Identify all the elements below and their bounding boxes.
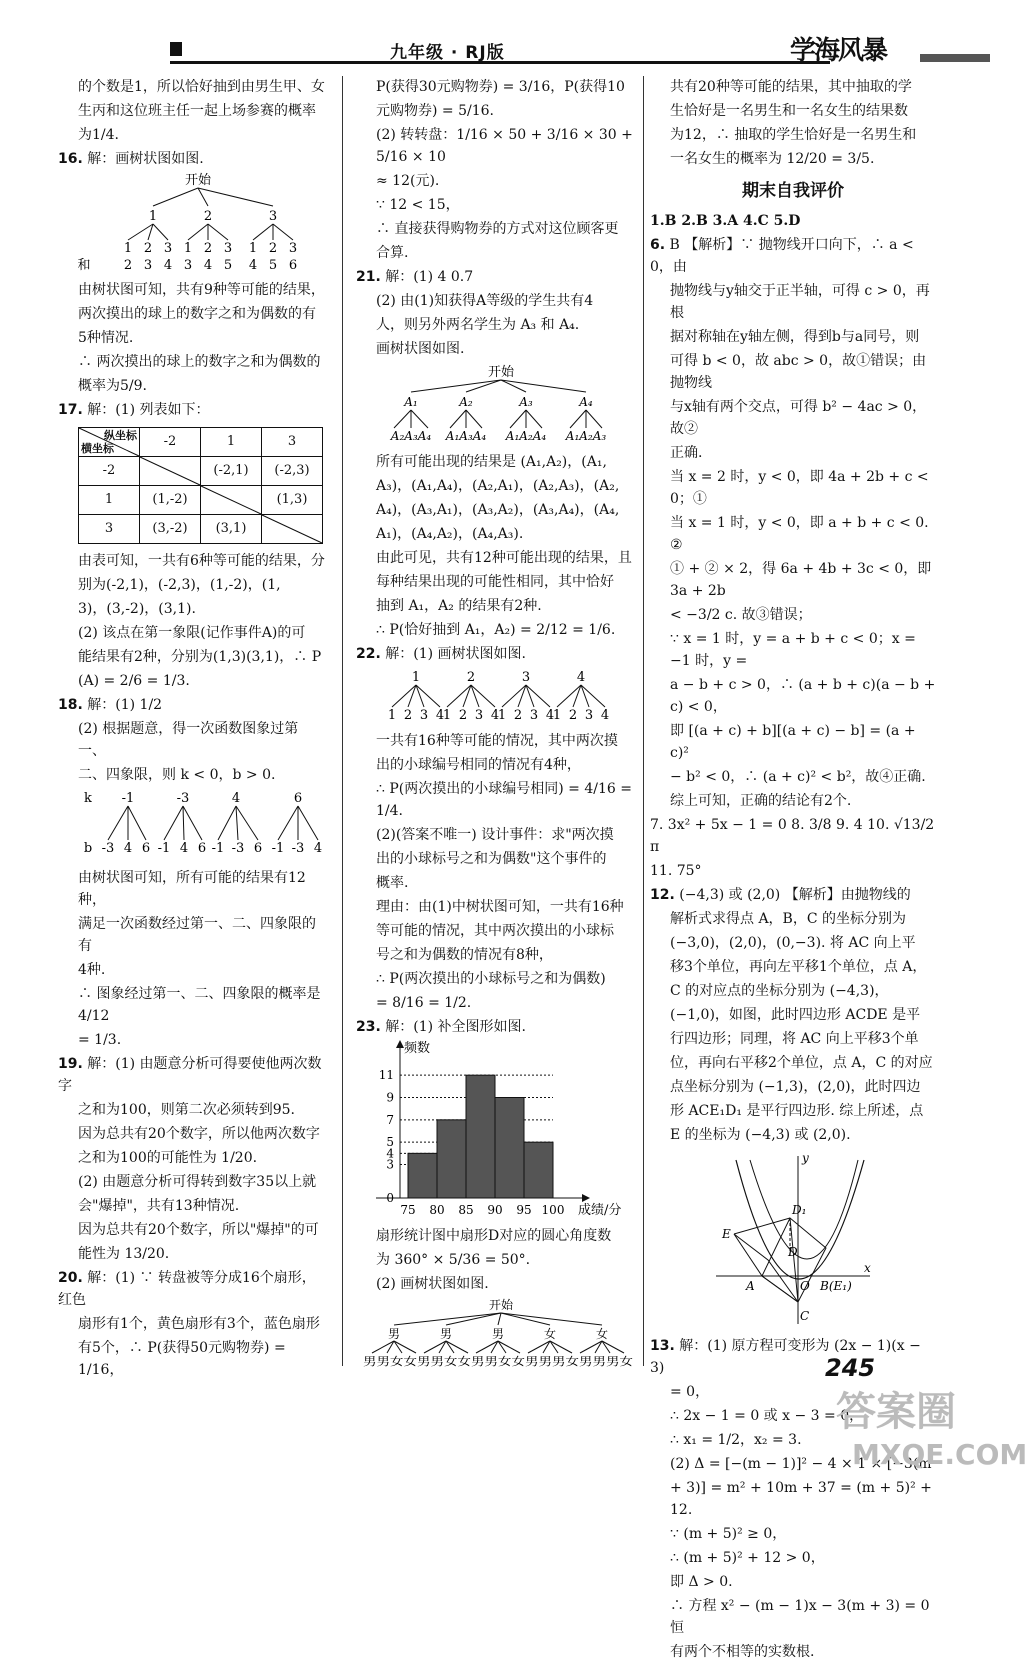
text-line: 满足一次函数经过第一、二、四象限的有 bbox=[78, 916, 316, 954]
tree-leaves: A₁A₃A₄ bbox=[445, 429, 487, 443]
tree-node: 6 bbox=[197, 841, 207, 856]
tree-node: -1 bbox=[157, 841, 171, 856]
text-line: = 1/3. bbox=[78, 1032, 122, 1048]
page-number: 245 bbox=[825, 1354, 876, 1382]
question-13 bbox=[650, 1335, 936, 1379]
tree-node: 3 bbox=[288, 241, 298, 256]
question-number: 19. bbox=[58, 1056, 83, 1072]
text-line: 综上可知，正确的结论有2个. bbox=[670, 793, 852, 809]
page-header bbox=[170, 40, 830, 64]
text-line: 为 360° × 5/36 = 50°. bbox=[376, 1252, 531, 1268]
tree-diagram-23 bbox=[356, 1297, 634, 1367]
text-line: 号之和为偶数的情况有8种， bbox=[376, 947, 553, 963]
point-label: D₁ bbox=[792, 1203, 807, 1217]
text-line: 出的小球编号相同的情况有4种， bbox=[376, 757, 581, 773]
tree-sum: 4 bbox=[163, 258, 173, 273]
tree-node: 2 bbox=[458, 708, 468, 723]
text-line: 因为总共有20个数字，所以他两次数字 bbox=[78, 1126, 320, 1142]
tree-sum: 5 bbox=[268, 258, 278, 273]
x-tick-label: 85 bbox=[458, 1203, 474, 1217]
text-line: 理由：由(1)中树状图可知，一共有16种 bbox=[376, 899, 624, 915]
histogram-bar bbox=[466, 1075, 495, 1198]
text-line: 当 x = 1 时，y < 0，即 a + b + c < 0. ② bbox=[670, 515, 929, 553]
tree-node: 男 bbox=[491, 1327, 505, 1341]
text-line: ∴ x₁ = 1/2，x₂ = 3. bbox=[670, 1432, 802, 1448]
text-line: 由树状图可知，所有可能的结果有12种， bbox=[78, 870, 306, 908]
parabola-graph bbox=[650, 1148, 936, 1328]
tree-node: -3 bbox=[176, 791, 190, 806]
text-line: (2) 根据题意，得一次函数图象过第一、 bbox=[78, 721, 299, 759]
column-2 bbox=[356, 76, 634, 1374]
x-tick-label: 80 bbox=[429, 1203, 445, 1217]
point-label: A bbox=[746, 1279, 755, 1293]
text-line: 概率为5/9. bbox=[78, 378, 147, 394]
tree-node: -3 bbox=[291, 841, 305, 856]
table-col-header: 1 bbox=[201, 428, 262, 457]
tree-node: 3 bbox=[529, 708, 539, 723]
text-line: 由此可见，共有12种可能出现的结果，且 bbox=[376, 550, 632, 566]
text-line: 元购物券) = 5/16. bbox=[376, 103, 494, 119]
x-tick-label: 75 bbox=[400, 1203, 416, 1217]
y-tick-label: 7 bbox=[386, 1112, 394, 1127]
column-1 bbox=[58, 76, 326, 1383]
text-line: 一名女生的概率为 12/20 = 3/5. bbox=[670, 151, 875, 167]
text-line: 可得 b < 0，故 abc > 0，故①错误；由抛物线 bbox=[670, 353, 927, 391]
text-line: B 【解析】∵ 抛物线开口向下，∴ a < 0，由 bbox=[650, 237, 914, 275]
text-line: (−3,0)，(2,0)，(0,−3). 将 AC 向上平 bbox=[670, 935, 916, 951]
text-line: 由表可知，一共有6种等可能的结果，分 bbox=[78, 553, 325, 569]
text-line: 出的小球标号之和为偶数"这个事件的 bbox=[376, 851, 607, 867]
text-line: 解：(1) 补全图形如图. bbox=[385, 1019, 526, 1035]
question-number: 23. bbox=[356, 1019, 381, 1035]
tree-node: 2 bbox=[143, 241, 153, 256]
question-21 bbox=[356, 266, 634, 288]
tree-node: 1 bbox=[123, 241, 133, 256]
histogram-bar bbox=[408, 1153, 437, 1198]
text-line: 为1/4. bbox=[78, 127, 119, 143]
text-line: ∴ 方程 x² − (m − 1)x − 3(m + 3) = 0 恒 bbox=[670, 1598, 930, 1636]
text-line: ∴ (m + 5)² + 12 > 0， bbox=[670, 1550, 825, 1566]
tree-sum: 4 bbox=[248, 258, 258, 273]
question-6 bbox=[650, 234, 936, 278]
text-line: 即 Δ > 0. bbox=[670, 1574, 733, 1590]
text-line: 解：画树状图如图. bbox=[87, 151, 204, 167]
text-line: (−4,3) 或 (2,0) 【解析】由抛物线的 bbox=[679, 887, 911, 903]
y-axis-label: 频数 bbox=[404, 1041, 431, 1056]
text-line: 等可能的情况，其中两次摸出的小球标 bbox=[376, 923, 614, 939]
text-line: 抽到 A₁，A₂ 的结果有2种. bbox=[376, 598, 542, 614]
tree-node: 女 bbox=[543, 1327, 557, 1341]
text-line: 合算. bbox=[376, 245, 409, 261]
tree-sum: 6 bbox=[288, 258, 298, 273]
text-line: 扇形统计图中扇形D对应的圆心角度数 bbox=[376, 1228, 612, 1244]
histogram-bar bbox=[437, 1120, 466, 1198]
x-tick-label: 90 bbox=[487, 1203, 503, 1217]
diagonal-line bbox=[140, 457, 200, 485]
text-line: (−1,0)，如图，此时四边形 ACDE 是平 bbox=[670, 1007, 921, 1023]
table-header-diagonal bbox=[79, 428, 140, 457]
text-line: 移3个单位，再向左平移1个单位，点 A， bbox=[670, 959, 927, 975]
column-divider-1 bbox=[342, 76, 343, 1366]
text-line: (2) 由题意分析可得转到数字35以上就 bbox=[78, 1174, 317, 1190]
text-line: 一共有16种等可能的情况，其中两次摸 bbox=[376, 733, 618, 749]
point-label: E bbox=[722, 1227, 731, 1241]
question-number: 6. bbox=[650, 237, 666, 253]
text-line: 即 [(a + c) + b][(a + c) − b] = (a + c)² bbox=[670, 723, 916, 761]
tree-node: 2 bbox=[203, 241, 213, 256]
question-number: 13. bbox=[650, 1338, 675, 1354]
text-line: ∴ P(两次摸出的小球编号相同) = 4/16 = 1/4. bbox=[376, 781, 632, 819]
tree-node: 4 bbox=[545, 708, 555, 723]
tree-sum: 5 bbox=[223, 258, 233, 273]
table-col-header: -2 bbox=[140, 428, 201, 457]
tree-diagram-21 bbox=[356, 362, 634, 444]
tree-leaves: A₂A₃A₄ bbox=[390, 429, 432, 443]
text-line: 据对称轴在y轴左侧，得到b与a同号，则 bbox=[670, 329, 920, 345]
text-line: = 8/16 = 1/2. bbox=[376, 995, 472, 1011]
text-line: < −3/2 c. 故③错误； bbox=[670, 607, 812, 623]
table-cell: 3 bbox=[79, 515, 140, 544]
point-label: B(E₁) bbox=[820, 1279, 852, 1293]
tree-sum: 3 bbox=[143, 258, 153, 273]
y-tick-label: 11 bbox=[378, 1068, 394, 1083]
text-line: E 的坐标为 (−4,3) 或 (2,0). bbox=[670, 1127, 851, 1143]
section-title: 期末自我评价 bbox=[742, 181, 844, 201]
text-line: ∵ (m + 5)² ≥ 0， bbox=[670, 1526, 787, 1542]
text-line: (2) 转转盘：1/16 × 50 + 3/16 × 30 + 5/16 × 10 bbox=[376, 127, 633, 165]
tree-root: 开始 bbox=[487, 365, 515, 380]
brand-text: 学海风暴 bbox=[790, 36, 887, 66]
question-16 bbox=[58, 148, 326, 170]
tree-node: 4 bbox=[490, 708, 500, 723]
text-line: 行四边形；同理，将 AC 向上平移3个单 bbox=[670, 1031, 919, 1047]
tree-node: 1 bbox=[411, 670, 421, 685]
text-line: 解：(1) 列表如下： bbox=[87, 402, 210, 418]
table-cell-diagonal bbox=[201, 486, 262, 515]
answer-11: 11. 75° bbox=[650, 863, 702, 879]
segment bbox=[790, 1218, 798, 1302]
tree-node: 3 bbox=[521, 670, 531, 685]
tree-node: 4 bbox=[576, 670, 586, 685]
x-label: x bbox=[864, 1261, 871, 1275]
text-line: 之和为100的可能性为 1/20. bbox=[78, 1150, 258, 1166]
tree-node: 6 bbox=[253, 841, 263, 856]
question-18 bbox=[58, 694, 326, 716]
text-line: (2)(答案不唯一) 设计事件：求"两次摸 bbox=[376, 827, 614, 843]
tree-node: 3 bbox=[419, 708, 429, 723]
y-tick-label: 0 bbox=[386, 1191, 394, 1205]
histogram-bar bbox=[495, 1098, 524, 1199]
table-cell: (-2,1) bbox=[201, 457, 262, 486]
text-line: 别为(-2,1)，(-2,3)，(1,-2)，(1, bbox=[78, 577, 281, 593]
text-line: 解：(1) 原方程可变形为 (2x − 1)(x − 3) bbox=[650, 1338, 921, 1376]
tree-node: 1 bbox=[442, 708, 452, 723]
text-line: ∵ 12 < 15， bbox=[376, 197, 460, 213]
tree-node: 女 bbox=[595, 1327, 609, 1341]
table-cell: (1,3) bbox=[262, 486, 323, 515]
diagonal-line bbox=[201, 486, 261, 514]
y-label: y bbox=[802, 1151, 809, 1165]
text-line: A₄)，(A₃,A₁)，(A₃,A₂)，(A₃,A₄)，(A₄, bbox=[376, 502, 620, 518]
text-line: 当 x = 2 时，y < 0，即 4a + 2b + c < 0；① bbox=[670, 469, 929, 507]
text-line: 解：(1) 4 0.7 bbox=[385, 269, 474, 285]
text-line: a − b + c > 0，∴ (a + b + c)(a − b + c) < 0， bbox=[670, 677, 936, 715]
table-row bbox=[79, 515, 323, 544]
header-title: 九年级 · RJ版 bbox=[390, 43, 505, 63]
tree-node: -1 bbox=[271, 841, 285, 856]
watermark: 答案圈 bbox=[836, 1389, 956, 1435]
text-line: 能性为 13/20. bbox=[78, 1246, 170, 1262]
point-label: C bbox=[800, 1309, 810, 1323]
text-line: 二、四象限，则 k < 0，b > 0. bbox=[78, 767, 276, 783]
text-line: 点坐标分别为 (−1,3)，(2,0)，此时四边 bbox=[670, 1079, 921, 1095]
tree-node: 1 bbox=[148, 209, 158, 224]
table-header-bottom: 横坐标 bbox=[81, 442, 114, 455]
tree-diagram-22 bbox=[356, 667, 634, 723]
tree-node: -1 bbox=[121, 791, 135, 806]
text-line: + 3)] = m² + 10m + 37 = (m + 5)² + 12. bbox=[670, 1480, 932, 1518]
tree-node: 3 bbox=[268, 209, 278, 224]
tree-node: -1 bbox=[211, 841, 225, 856]
tree-node: 2 bbox=[466, 670, 476, 685]
y-tick-label: 3 bbox=[386, 1157, 394, 1172]
histogram-bar bbox=[524, 1142, 553, 1198]
tree-node: 2 bbox=[268, 241, 278, 256]
text-line: ∵ x = 1 时，y = a + b + c < 0；x = −1 时，y = bbox=[670, 631, 916, 669]
tree-node: A₁ bbox=[404, 395, 418, 409]
tree-node: 1 bbox=[497, 708, 507, 723]
tree-leaves: A₁A₂A₃ bbox=[565, 429, 607, 443]
brand-bar bbox=[920, 54, 990, 62]
text-line: 由树状图可知，共有9种等可能的结果， bbox=[78, 282, 325, 298]
x-axis-arrow bbox=[582, 1194, 590, 1202]
tree-node: 4 bbox=[231, 791, 241, 806]
text-line: 会"爆掉"，共有13种情况. bbox=[78, 1198, 240, 1214]
text-line: 正确. bbox=[670, 445, 703, 461]
question-17 bbox=[58, 399, 326, 421]
tree-node: A₂ bbox=[459, 395, 473, 409]
x-tick-label: 100 bbox=[541, 1203, 565, 1217]
tree-node: A₃ bbox=[519, 395, 533, 409]
text-line: (2) Δ = [−(m − 1)]² − 4 × 1 × [−3(m bbox=[670, 1456, 932, 1472]
tree-node: 1 bbox=[387, 708, 397, 723]
tree-node: 1 bbox=[248, 241, 258, 256]
tree-leaves: A₁A₂A₄ bbox=[505, 429, 547, 443]
tree-leaves: 男男女女男男女女男男女女男男男女男男男女 bbox=[363, 1355, 583, 1368]
answers-1-5: 1.B 2.B 3.A 4.C 5.D bbox=[650, 213, 801, 229]
tree-node: 1 bbox=[552, 708, 562, 723]
tree-root: 开始 bbox=[488, 1298, 514, 1312]
text-line: 抛物线与y轴交于正半轴，可得 c > 0，再根 bbox=[670, 283, 930, 321]
question-number: 12. bbox=[650, 887, 675, 903]
tree-node: 3 bbox=[474, 708, 484, 723]
text-line: ∴ P(两次摸出的小球标号之和为偶数) bbox=[376, 971, 606, 987]
coordinate-table bbox=[78, 427, 323, 544]
text-line: 每种结果出现的可能性相同，其中恰好 bbox=[376, 574, 614, 590]
tree-node: 4 bbox=[123, 841, 133, 856]
table-cell: (3,1) bbox=[201, 515, 262, 544]
x-tick-label: 95 bbox=[516, 1203, 532, 1217]
table-col-header: 3 bbox=[262, 428, 323, 457]
histogram-chart bbox=[356, 1040, 634, 1218]
text-line: 概率. bbox=[376, 875, 409, 891]
text-line: 共有20种等可能的结果，其中抽取的学 bbox=[670, 79, 912, 95]
question-22 bbox=[356, 643, 634, 665]
text-line: 为12，∴ 抽取的学生恰好是一名男生和 bbox=[670, 127, 917, 143]
diagonal-line bbox=[262, 515, 322, 543]
point-label: D bbox=[788, 1245, 798, 1259]
x-axis-label: 成绩/分 bbox=[578, 1203, 622, 1218]
diagonal-line bbox=[79, 428, 139, 456]
text-line: 的个数是1，所以恰好抽到由男生甲、女 bbox=[78, 79, 325, 95]
question-number: 16. bbox=[58, 151, 83, 167]
text-line: 能结果有2种，分别为(1,3)(3,1)，∴ P bbox=[78, 649, 322, 665]
table-cell: -2 bbox=[79, 457, 140, 486]
question-number: 20. bbox=[58, 1270, 83, 1286]
table-row bbox=[79, 486, 323, 515]
table-header-top: 纵坐标 bbox=[104, 429, 137, 442]
question-20 bbox=[58, 1267, 326, 1311]
tree-node: 2 bbox=[403, 708, 413, 723]
text-line: 解：(1) 由题意分析可得要使他两次数字 bbox=[58, 1056, 322, 1094]
text-line: 之和为100，则第二次必须转到95. bbox=[78, 1102, 295, 1118]
tree-node: 男 bbox=[387, 1327, 401, 1341]
text-line: (2) 画树状图如图. bbox=[376, 1276, 489, 1292]
text-line: 解：(1) 1/2 bbox=[87, 697, 163, 713]
table-row bbox=[79, 428, 323, 457]
tree-node: 3 bbox=[223, 241, 233, 256]
tree-node: 2 bbox=[203, 209, 213, 224]
text-line: C 的对应点的坐标分别为 (−4,3)， bbox=[670, 983, 889, 999]
text-line: ∴ 直接获得购物券的方式对这位顾客更 bbox=[376, 221, 619, 237]
text-line: − b² < 0，∴ (a + c)² < b²，故④正确. bbox=[670, 769, 926, 785]
header-marker bbox=[170, 42, 182, 56]
table-cell: (3,-2) bbox=[140, 515, 201, 544]
tree-node: 4 bbox=[435, 708, 445, 723]
y-axis-arrow bbox=[396, 1040, 404, 1048]
text-line: ∴ 2x − 1 = 0 或 x − 3 = 0， bbox=[670, 1408, 864, 1424]
tree-sum: 3 bbox=[183, 258, 193, 273]
text-line: ≈ 12(元). bbox=[376, 173, 440, 189]
tree-node: 3 bbox=[163, 241, 173, 256]
text-line: 有5个，∴ P(获得50元购物券) = 1/16， bbox=[78, 1340, 286, 1378]
tree-diagram-16 bbox=[58, 172, 326, 272]
text-line: 所有可能出现的结果是 (A₁,A₂)，(A₁, bbox=[376, 454, 607, 470]
text-line: 3)，(3,-2)，(3,1). bbox=[78, 601, 196, 617]
table-cell-diagonal bbox=[262, 515, 323, 544]
tree-node: -3 bbox=[101, 841, 115, 856]
tree-node: 男 bbox=[439, 1327, 453, 1341]
table-cell: 1 bbox=[79, 486, 140, 515]
column-divider-2 bbox=[643, 76, 644, 1366]
text-line: ∴ 图象经过第一、二、四象限的概率是 4/12 bbox=[78, 986, 321, 1024]
y-tick-label: 5 bbox=[386, 1135, 394, 1150]
segment bbox=[734, 1218, 790, 1234]
tree-node: 6 bbox=[141, 841, 151, 856]
table-cell: (-2,3) bbox=[262, 457, 323, 486]
tree-sum: 2 bbox=[123, 258, 133, 273]
text-line: = 0， bbox=[670, 1384, 710, 1400]
tree-diagram-18 bbox=[58, 788, 326, 860]
tree-root: 开始 bbox=[184, 173, 212, 188]
text-line: 解析式求得点 A，B，C 的坐标分别为 bbox=[670, 911, 907, 927]
tree-node: 2 bbox=[568, 708, 578, 723]
text-line: 位，再向右平移2个单位，点 A，C 的对应 bbox=[670, 1055, 933, 1071]
text-line: ∴ P(恰好抽到 A₁，A₂) = 2/12 = 1/6. bbox=[376, 622, 616, 638]
table-cell-diagonal bbox=[140, 457, 201, 486]
tree-node: 4 bbox=[313, 841, 323, 856]
text-line: 与x轴有两个交点，可得 b² − 4ac > 0，故② bbox=[670, 399, 927, 437]
y-tick-label: 4 bbox=[386, 1146, 394, 1161]
text-line: 解：(1) ∵ 转盘被等分成16个扇形，红色 bbox=[58, 1270, 316, 1308]
text-line: A₁)，(A₄,A₂)，(A₄,A₃). bbox=[376, 526, 524, 542]
tree-k-label: k bbox=[84, 791, 92, 806]
text-line: ∴ 两次摸出的球上的数字之和为偶数的 bbox=[78, 354, 321, 370]
question-19 bbox=[58, 1053, 326, 1097]
tree-sum: 4 bbox=[203, 258, 213, 273]
question-12 bbox=[650, 884, 936, 906]
brand-logo bbox=[780, 28, 980, 72]
text-line: 因为总共有20个数字，所以"爆掉"的可 bbox=[78, 1222, 319, 1238]
tree-node: 1 bbox=[183, 241, 193, 256]
text-line: 扇形有1个，黄色扇形有3个，蓝色扇形 bbox=[78, 1316, 320, 1332]
tree-node: 3 bbox=[584, 708, 594, 723]
text-line: 有两个不相等的实数根. bbox=[670, 1644, 815, 1660]
text-line: 解：(1) 画树状图如图. bbox=[385, 646, 526, 662]
text-line: 形 ACE₁D₁ 是平行四边形. 综上所述，点 bbox=[670, 1103, 924, 1119]
question-number: 22. bbox=[356, 646, 381, 662]
text-line: A₃)，(A₁,A₄)，(A₂,A₁)，(A₂,A₃)，(A₂, bbox=[376, 478, 620, 494]
tree-node: 4 bbox=[600, 708, 610, 723]
text-line: (2) 该点在第一象限(记作事件A)的可 bbox=[78, 625, 306, 641]
text-line: (2) 由(1)知获得A等级的学生共有4 bbox=[376, 293, 594, 309]
text-line: (A) = 2/6 = 1/3. bbox=[78, 673, 190, 689]
tree-node: 6 bbox=[293, 791, 303, 806]
tree-sum-label: 和 bbox=[77, 258, 91, 273]
question-number: 18. bbox=[58, 697, 83, 713]
point-label: O bbox=[800, 1279, 810, 1293]
y-tick-label: 9 bbox=[386, 1090, 394, 1105]
text-line: 两次摸出的球上的数字之和为偶数的有 bbox=[78, 306, 316, 322]
question-23 bbox=[356, 1016, 634, 1038]
text-line: 人，则另外两名学生为 A₃ 和 A₄. bbox=[376, 317, 580, 333]
table-row bbox=[79, 457, 323, 486]
tree-node: 2 bbox=[513, 708, 523, 723]
tree-node: A₄ bbox=[579, 395, 593, 409]
text-line: 5种情况. bbox=[78, 330, 134, 346]
text-line: 生丙和这位班主任一起上场参赛的概率 bbox=[78, 103, 316, 119]
tree-node: -3 bbox=[231, 841, 245, 856]
question-number: 17. bbox=[58, 402, 83, 418]
watermark-url: MXQE.COM bbox=[852, 1438, 1027, 1471]
text-line: 生恰好是一名男生和一名女生的结果数 bbox=[670, 103, 908, 119]
answers-7-10: 7. 3x² + 5x − 1 = 0 8. 3/8 9. 4 10. √13/2 π bbox=[650, 817, 935, 855]
text-line: 画树状图如图. bbox=[376, 341, 465, 357]
text-line: ① + ② × 2，得 6a + 4b + 3c < 0，即 3a + 2b bbox=[670, 561, 932, 599]
question-number: 21. bbox=[356, 269, 381, 285]
table-cell: (1,-2) bbox=[140, 486, 201, 515]
text-line: P(获得30元购物券) = 3/16，P(获得10 bbox=[376, 79, 625, 95]
header-rule bbox=[170, 61, 830, 64]
tree-node: 4 bbox=[179, 841, 189, 856]
tree-b-label: b bbox=[83, 841, 93, 856]
text-line: 4种. bbox=[78, 962, 106, 978]
